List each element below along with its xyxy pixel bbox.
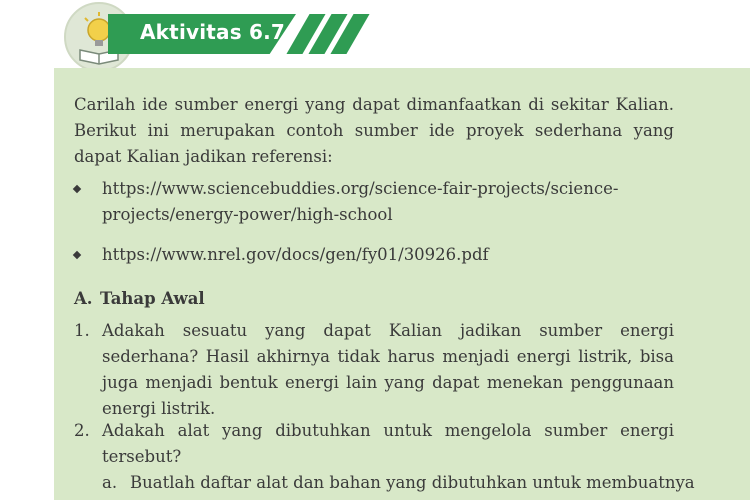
item-number: 1. bbox=[74, 321, 90, 340]
reference-link[interactable]: https://www.nrel.gov/docs/gen/fy01/30926.pdf bbox=[102, 245, 489, 264]
section-marker: A. bbox=[74, 289, 93, 308]
sub-item-text: Buatlah daftar alat dan bahan yang dibutuhkan untuk membuatnya bbox=[130, 473, 695, 492]
activity-header bbox=[0, 0, 750, 70]
item-text: Adakah sesuatu yang dapat Kalian jadikan sumber energi sederhana? Hasil akhirnya tidak harus menjadi energi listrik, bisa juga menjadi bentuk energi lain yang dapat menekan penggunaan energi listrik. bbox=[102, 321, 674, 418]
activity-title: Aktivitas 6.7 bbox=[140, 20, 286, 44]
section-title: Tahap Awal bbox=[100, 289, 205, 308]
item-number: 2. bbox=[74, 421, 90, 440]
intro-paragraph: Carilah ide sumber energi yang dapat dimanfaatkan di sekitar Kalian. Berikut ini merupakan contoh sumber ide proyek sederhana yang dapat Kalian jadikan referensi: bbox=[74, 95, 674, 166]
item-text: Adakah alat yang dibutuhkan untuk mengelola sumber energi tersebut? bbox=[102, 421, 674, 466]
sub-item-letter: a. bbox=[102, 473, 118, 492]
section-heading bbox=[74, 289, 205, 308]
reference-link[interactable]: https://www.sciencebuddies.org/science-fair-projects/science-projects/energy-power/high-school bbox=[102, 179, 619, 224]
